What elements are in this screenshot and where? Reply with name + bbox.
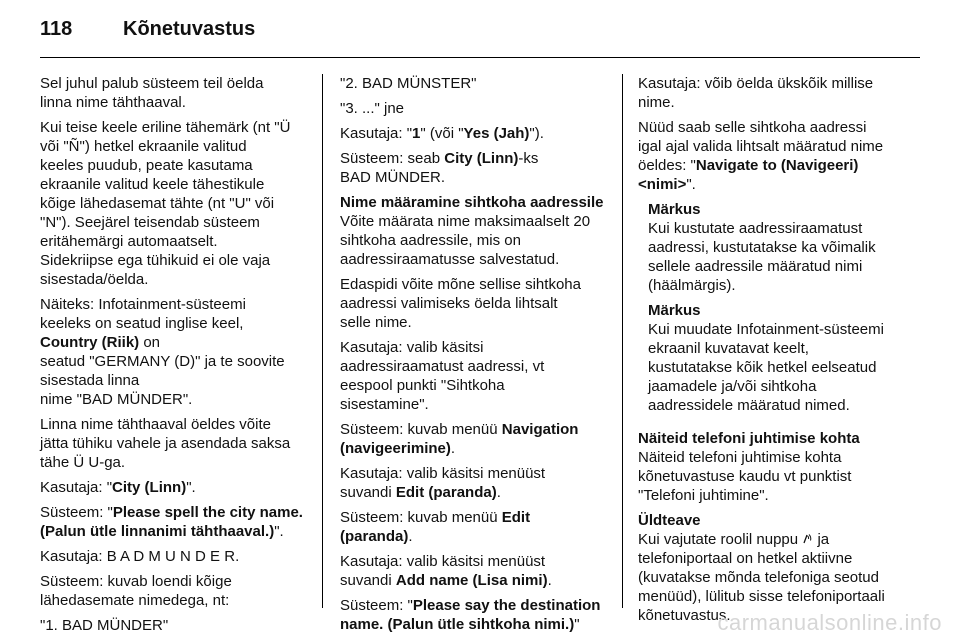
paragraph: Kui teise keele eriline tähemärk (nt "Ü või "Ñ") hetkel ekraanile valitud keeles puudub, peate kasutama ekraanile valitud keele tähestikule kõige lähedasemat tähte (nt "U" või "N"). Seejärel teisendab süsteem eritähemärgi automaatselt. Sidekriipse ega tühikuid ei ole vaja sisestada/öelda. <box>40 119 291 288</box>
note-text: Kui muudate Infotainment-süsteemi ekraanil kuvatavat keelt, kustutatakse kõik hetkel eelseatud jaamadele ja/või sihtkoha aadressidele määratud nimed. <box>648 321 884 414</box>
column-3 <box>638 74 908 631</box>
paragraph: Nüüd saab selle sihtkoha aadressi igal ajal valida lihtsalt määratud nime öeldes: "Navigate to (Navigeeri) <nimi>". <box>638 119 884 193</box>
paragraph: Kasutaja: "City (Linn)". <box>40 479 196 496</box>
paragraph: Kasutaja: "1" (või "Yes (Jah)"). <box>340 125 544 142</box>
bold-term: Yes (Jah) <box>463 125 530 142</box>
paragraph: Kasutaja: B A D M U N D E R. <box>40 548 240 565</box>
watermark: carmanualsonline.info <box>717 610 942 635</box>
column-2 <box>340 74 610 640</box>
note-title: Märkus <box>648 201 701 218</box>
paragraph: "3. ..." jne <box>340 100 405 117</box>
paragraph: Süsteem: kuvab loendi kõige lähedasemate nimedega, nt: <box>40 573 232 609</box>
bold-term: Please spell the city name. (Palun ütle linnanimi tähthaaval.) <box>40 504 303 540</box>
section-heading: Üldteave <box>638 512 701 529</box>
paragraph: Süsteem: kuvab menüü Navigation (navigeerimine). <box>340 421 579 457</box>
bold-term: Edit (paranda) <box>395 484 497 501</box>
paragraph: Sel juhul palub süsteem teil öelda linna nime tähthaaval. <box>40 75 264 111</box>
speech-button-icon <box>802 531 813 548</box>
bold-term: Navigate to (Navigeeri) <nimi> <box>638 157 859 193</box>
paragraph: Võite määrata nime maksimaalselt 20 sihtkoha aadressile, mis on aadressiraamatusse salvestatud. <box>340 213 591 268</box>
paragraph: "2. BAD MÜNSTER" <box>340 75 477 92</box>
paragraph: Süsteem: "Please say the destination name. (Palun ütle sihtkoha nimi.)" <box>340 597 601 633</box>
column-divider-1 <box>322 74 323 608</box>
paragraph: Näiteks: Infotainment-süsteemi keeleks on seatud inglise keel, Country (Riik) on seatud "GERMANY (D)" ja te soovite sisestada linna nime "BAD MÜNDER". <box>40 296 285 408</box>
note-title: Märkus <box>648 302 701 319</box>
section-heading: Näiteid telefoni juhtimise kohta <box>638 430 860 447</box>
paragraph: Süsteem: kuvab menüü Edit (paranda). <box>340 509 531 545</box>
paragraph: Kasutaja: võib öelda ükskõik millise nime. <box>638 75 874 111</box>
header-rule <box>40 57 920 58</box>
chapter-title: Kõnetuvastus <box>123 18 256 40</box>
paragraph: Süsteem: seab City (Linn)-ks BAD MÜNDER. <box>340 150 539 186</box>
paragraph: Näiteid telefoni juhtimise kohta kõnetuvastuse kaudu vt punktist "Telefoni juhtimine". <box>638 449 852 504</box>
bold-term: Please say the destination name. (Palun ütle sihtkoha nimi.) <box>340 597 601 633</box>
paragraph: Süsteem: "Please spell the city name. (Palun ütle linnanimi tähthaaval.)". <box>40 504 303 540</box>
bold-term: Edit (paranda) <box>340 509 531 545</box>
section-heading: Nime määramine sihtkoha aadressile <box>340 194 604 211</box>
paragraph: Kui vajutate roolil nuppu ja telefoniportaal on hetkel aktiivne (kuvatakse mõnda telefoniga seotud menüüd), lülitub sisse telefoniportaali kõnetuvastus. <box>638 531 885 624</box>
paragraph: Edaspidi võite mõne sellise sihtkoha aadressi valimiseks öelda lihtsalt selle nime. <box>340 276 581 331</box>
bold-term: Country (Riik) <box>40 334 140 351</box>
bold-term: 1 <box>412 125 421 142</box>
paragraph: Kasutaja: valib käsitsi aadressiraamatust aadressi, vt eespool punkti "Sihtkoha sisestamine". <box>340 339 545 413</box>
paragraph: Kasutaja: valib käsitsi menüüst suvandi Add name (Lisa nimi). <box>340 553 552 589</box>
note-text: Kui kustutate aadressiraamatust aadressi, kustutatakse ka võimalik sellele aadressile määratud nimi (häälmärgis). <box>648 220 876 294</box>
paragraph: Linna nime tähthaaval öeldes võite jätta tühiku vahele ja asendada saksa tähe Ü U-ga. <box>40 416 291 471</box>
bold-term: City (Linn) <box>112 479 187 496</box>
bold-term: City (Linn) <box>444 150 519 167</box>
page-number: 118 <box>40 18 73 40</box>
note-block <box>648 200 908 415</box>
bold-term: Add name (Lisa nimi) <box>395 572 548 589</box>
bold-term: Navigation (navigeerimine) <box>340 421 579 457</box>
column-divider-2 <box>622 74 623 608</box>
paragraph: Kasutaja: valib käsitsi menüüst suvandi Edit (paranda). <box>340 465 546 501</box>
paragraph: "1. BAD MÜNDER" <box>40 617 169 634</box>
column-1 <box>40 74 308 641</box>
